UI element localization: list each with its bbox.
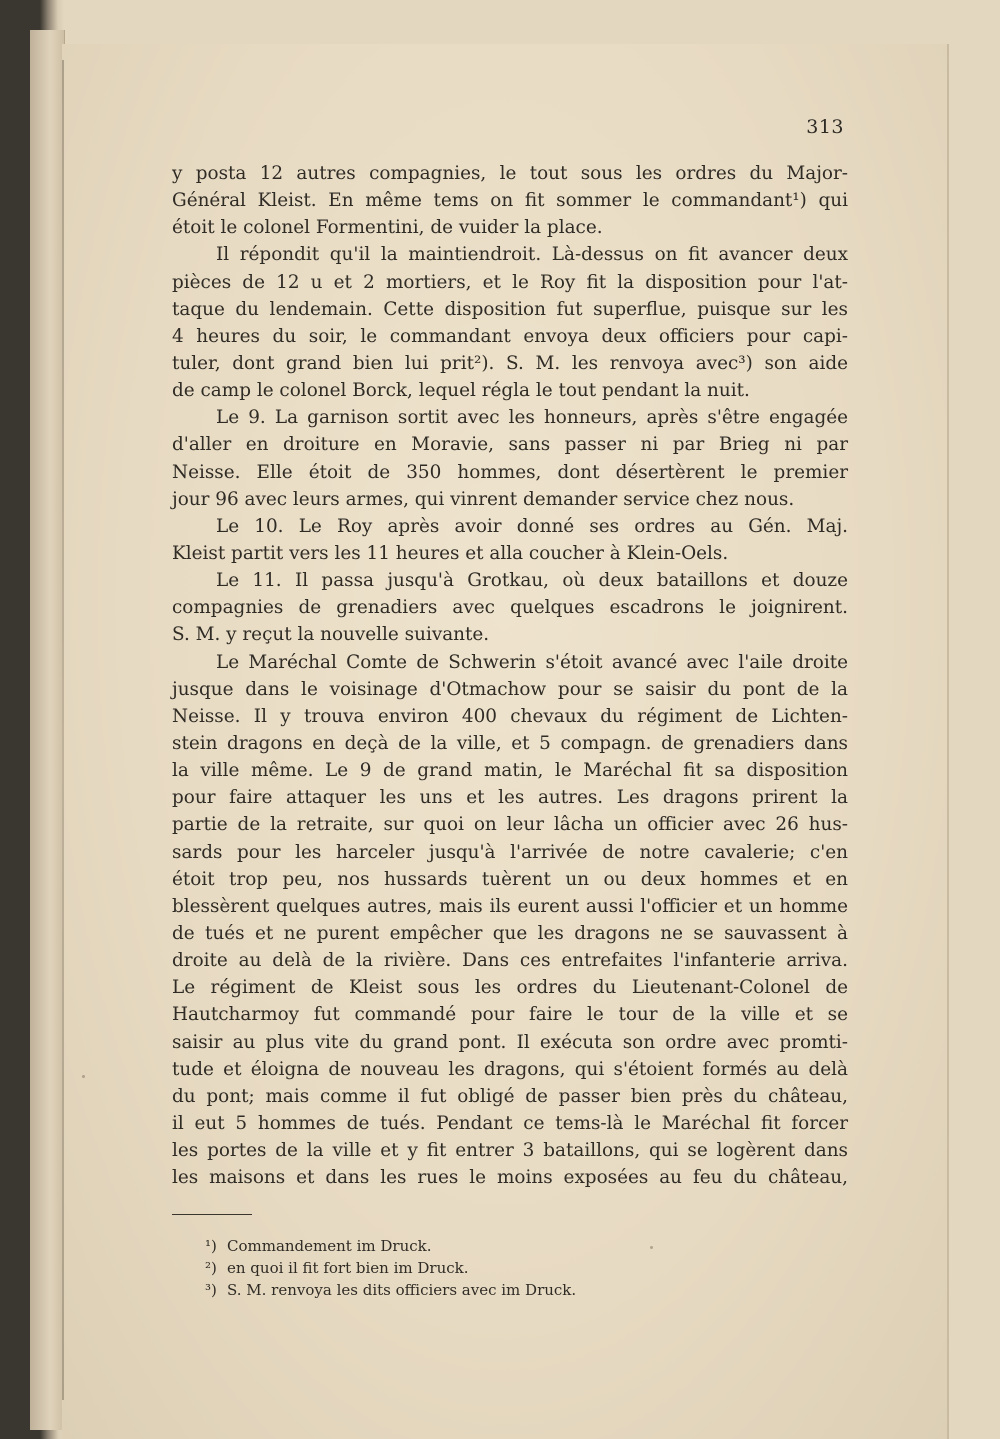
text-line: 4 heures du soir, le commandant envoya deux officiers pour capi- [172,325,848,347]
text-line: Général Kleist. En même tems on fit sommer le commandant¹) qui [172,190,848,212]
footnote [205,1235,705,1257]
text-line: sards pour les harceler jusqu'à l'arrivée de notre cavalerie; c'en [172,841,848,863]
footnote [205,1257,705,1279]
text-line: jusque dans le voisinage d'Otmachow pour se saisir du pont de la [172,678,848,700]
text-line: Kleist partit vers les 11 heures et alla coucher à Klein-Oels. [172,542,729,564]
text-line: Il répondit qu'il la maintiendroit. Là-dessus on fit avancer deux [216,244,848,266]
footnote-mark: ²) [205,1259,217,1277]
text-line: Neisse. Elle étoit de 350 hommes, dont désertèrent le premier [172,461,848,483]
book-gutter [62,60,64,1400]
text-line: les portes de la ville et y fit entrer 3 bataillons, qui se logèrent dans [172,1140,848,1162]
footnote-text: Commandement im Druck. [227,1237,432,1255]
text-line: stein dragons en deçà de la ville, et 5 compagn. de grenadiers dans [172,732,848,754]
text-line: taque du lendemain. Cette disposition fut superflue, puisque sur les [172,298,848,320]
footnote-mark: ³) [205,1281,217,1299]
text-line: droite au delà de la rivière. Dans ces entrefaites l'infanterie arriva. [172,950,848,972]
body-text [172,160,848,1191]
text-line: Le régiment de Kleist sous les ordres du Lieutenant-Colonel de [172,977,848,999]
text-line: Le 11. Il passa jusqu'à Grotkau, où deux bataillons et douze [216,570,848,592]
paper-speck [650,1246,653,1249]
text-line: il eut 5 hommes de tués. Pendant ce tems-là le Maréchal fit forcer [172,1112,848,1134]
text-line: du pont; mais comme il fut obligé de passer bien près du château, [172,1085,848,1107]
text-line: étoit le colonel Formentini, de vuider la place. [172,217,603,239]
text-line: jour 96 avec leurs armes, qui vinrent demander service chez nous. [172,488,795,510]
text-line: la ville même. Le 9 de grand matin, le Maréchal fit sa disposition [172,760,848,782]
paper-speck [82,1075,85,1078]
footnote-mark: ¹) [205,1237,217,1255]
text-line: d'aller en droiture en Moravie, sans passer ni par Brieg ni par [172,434,848,456]
text-line: compagnies de grenadiers avec quelques escadrons le joignirent. [172,597,848,619]
footnote-separator [172,1214,252,1215]
page-number: 313 [806,116,844,138]
book-left-page-edge [30,30,65,1430]
text-line: Le 9. La garnison sortit avec les honneurs, après s'être engagée [216,407,848,429]
footnotes [205,1235,705,1301]
footnote-text: en quoi il fit fort bien im Druck. [227,1259,469,1277]
text-line: étoit trop peu, nos hussards tuèrent un ou deux hommes et en [172,868,848,890]
text-line: pour faire attaquer les uns et les autres. Les dragons prirent la [172,787,848,809]
text-line: pièces de 12 u et 2 mortiers, et le Roy fit la disposition pour l'at- [172,271,848,293]
text-line: Hautcharmoy fut commandé pour faire le tour de la ville et se [172,1004,848,1026]
text-line: tuler, dont grand bien lui prit²). S. M. les renvoya avec³) son aide [172,352,848,374]
text-line: partie de la retraite, sur quoi on leur lâcha un officier avec 26 hus- [172,814,848,836]
text-line: Le Maréchal Comte de Schwerin s'étoit avancé avec l'aile droite [216,651,848,673]
text-line: Neisse. Il y trouva environ 400 chevaux du régiment de Lichten- [172,705,848,727]
footnote [205,1279,705,1301]
text-line: S. M. y reçut la nouvelle suivante. [172,624,490,646]
text-line: y posta 12 autres compagnies, le tout sous les ordres du Major- [172,163,848,184]
footnote-text: S. M. renvoya les dits officiers avec im Druck. [227,1281,577,1299]
text-line: tude et éloigna de nouveau les dragons, qui s'étoient formés au delà [172,1058,848,1080]
text-line: saisir au plus vite du grand pont. Il exécuta son ordre avec promti- [172,1031,848,1053]
text-line: de tués et ne purent empêcher que les dragons ne se sauvassent à [172,922,848,944]
text-line: blessèrent quelques autres, mais ils eurent aussi l'officier et un homme [172,895,848,917]
text-line: Le 10. Le Roy après avoir donné ses ordres au Gén. Maj. [216,515,848,537]
text-line: les maisons et dans les rues le moins exposées au feu du château, [172,1167,848,1189]
text-line: de camp le colonel Borck, lequel régla le tout pendant la nuit. [172,380,750,402]
